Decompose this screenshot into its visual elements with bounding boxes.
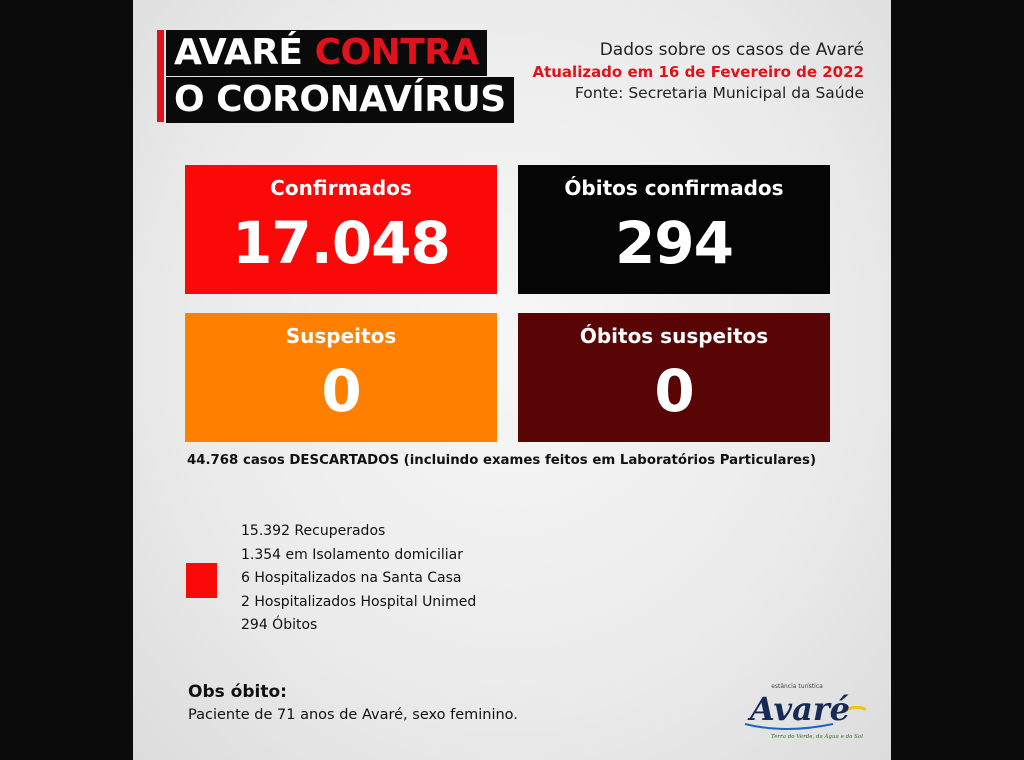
stat-deaths: 294 Óbitos xyxy=(241,617,318,633)
discarded-cases: 44.768 casos DESCARTADOS (incluindo exames feitos em Laboratórios Particulares) xyxy=(187,453,817,468)
header-info xyxy=(532,40,864,102)
confirmed-label: Confirmados xyxy=(270,176,412,200)
suspected-deaths-value: 0 xyxy=(654,357,694,425)
suspected-value: 0 xyxy=(321,357,361,425)
suspected-deaths-label: Óbitos suspeitos xyxy=(579,324,769,348)
title-line-1 xyxy=(166,30,487,76)
title-line-2: O CORONAVÍRUS xyxy=(166,77,514,123)
confirmed-box xyxy=(185,165,497,294)
info-heading: Dados sobre os casos de Avaré xyxy=(599,40,864,60)
obs-title: Obs óbito: xyxy=(188,682,287,702)
update-date: Atualizado em 16 de Fevereiro de 2022 xyxy=(532,63,864,81)
stat-recovered: 15.392 Recuperados xyxy=(241,523,386,539)
title-contra: CONTRA xyxy=(314,32,479,73)
stat-hospitalized-santa-casa: 6 Hospitalizados na Santa Casa xyxy=(241,570,462,586)
deaths-value: 294 xyxy=(614,209,734,277)
stat-home-isolation: 1.354 em Isolamento domiciliar xyxy=(241,546,463,563)
title-accent-bar xyxy=(157,30,164,122)
suspected-deaths-box xyxy=(518,313,830,442)
suspected-label: Suspeitos xyxy=(285,324,397,348)
title-avare: AVARÉ xyxy=(174,32,303,73)
stat-hospitalized-unimed: 2 Hospitalizados Hospital Unimed xyxy=(241,593,477,610)
logo-text: Avaré xyxy=(749,690,851,728)
stats-list xyxy=(241,520,476,638)
obs-text: Paciente de 71 anos de Avaré, sexo feminino. xyxy=(188,707,518,723)
info-source: Fonte: Secretaria Municipal da Saúde xyxy=(574,84,864,102)
suspected-box xyxy=(185,313,497,442)
avare-logo xyxy=(735,678,870,743)
logo-tagline-top: estância turística xyxy=(771,683,823,690)
legend-marker xyxy=(186,563,217,598)
logo-tagline-bottom: Terra do Verde, da Água e do Sol xyxy=(770,734,864,740)
confirmed-value: 17.048 xyxy=(232,209,450,277)
deaths-box xyxy=(518,165,830,294)
deaths-label: Óbitos confirmados xyxy=(564,176,784,200)
